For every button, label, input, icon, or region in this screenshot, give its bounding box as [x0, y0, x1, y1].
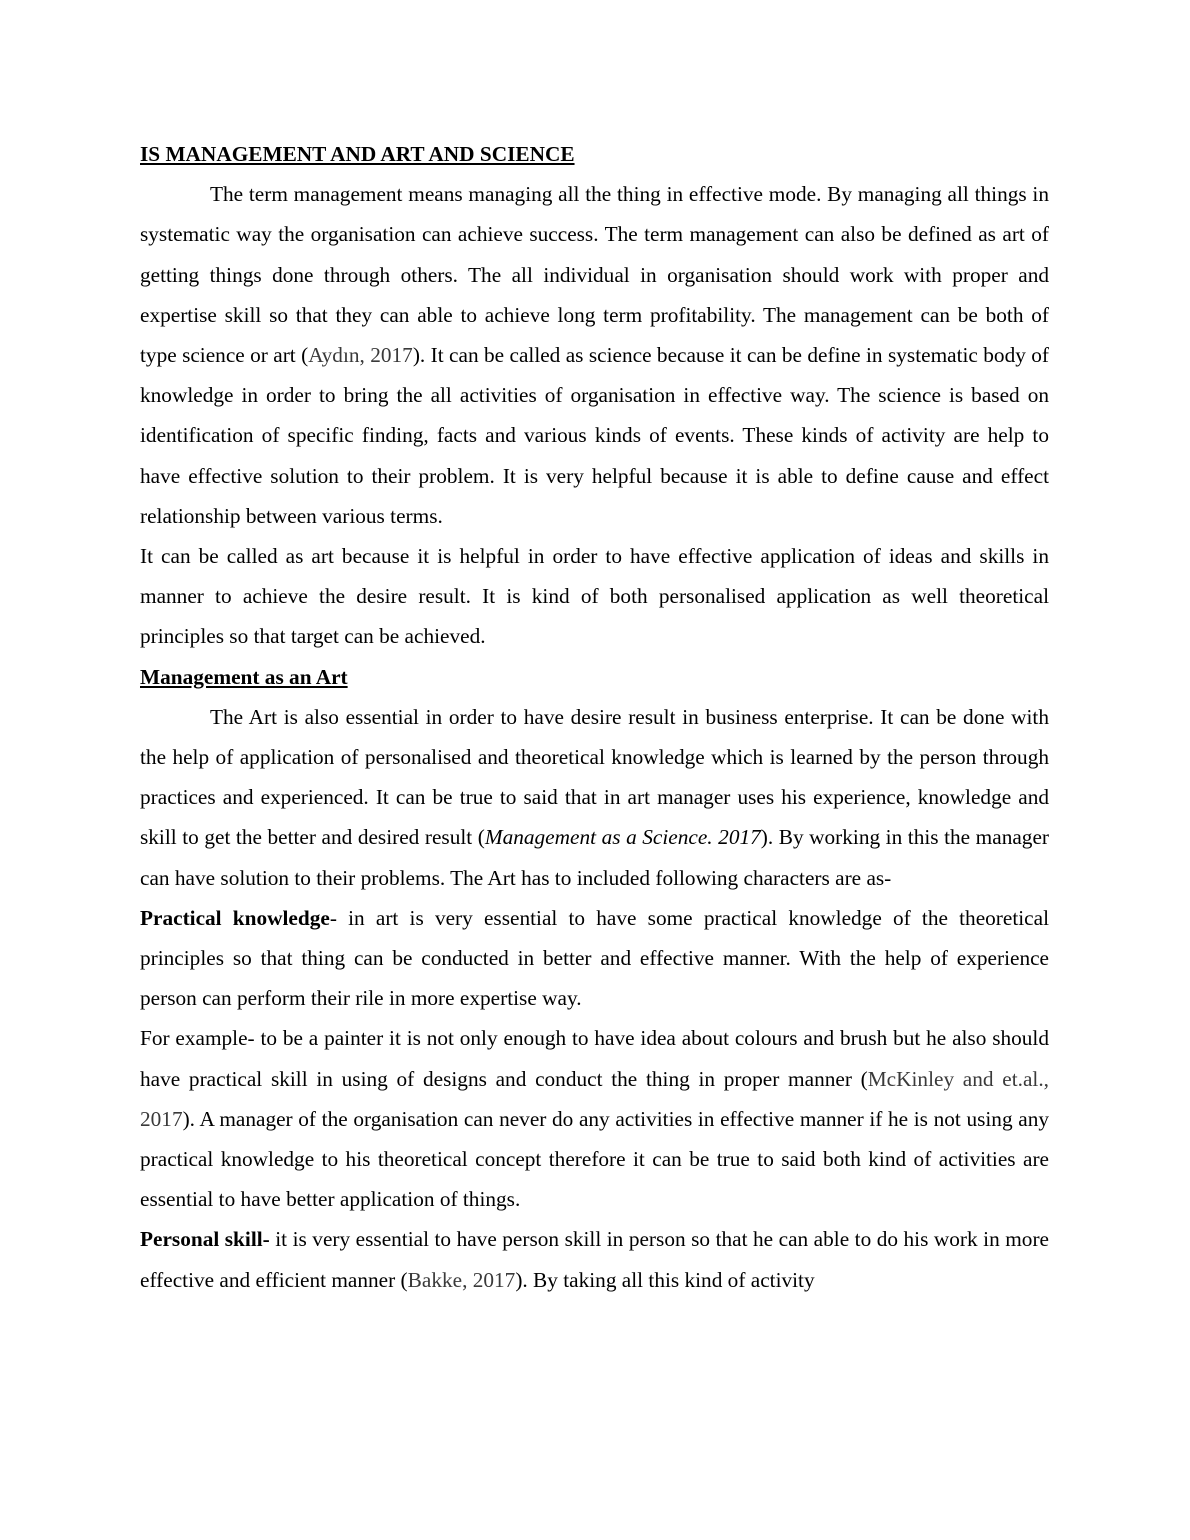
paragraph-practical-knowledge-text: - in art is very essential to have some practical knowledge of the theoretical principles so that thing can be conducted in better and effective manner. With the help of experience person can perform their rile in more expertise way.	[140, 905, 1049, 1011]
paragraph-art-definition: It can be called as art because it is helpful in order to have effective application of ideas and skills in manner to achieve the desire result. It is kind of both personalised application as well theoretical principles so that target can be achieved.	[140, 544, 1049, 649]
citation-bakke: Bakke, 2017	[407, 1267, 516, 1292]
citation-management-science: Management as a Science. 2017	[484, 825, 761, 850]
label-practical-knowledge: Practical knowledge	[140, 905, 330, 930]
paragraph-intro-text-a: The term management means managing all the thing in effective mode. By managing all things in systematic way the organisation can achieve success. The term management can also be defined as art of getting things done through others. The all individual in organisation should work with proper and expertise skill so that they can able to achieve long term profitability. The management can be both of type science or art (	[140, 182, 1049, 368]
citation-aydin: Aydın, 2017	[308, 343, 413, 368]
paragraph-personal-skill-text-b: ). By taking all this kind of activity	[515, 1267, 815, 1292]
paragraph-intro-text-b: ). It can be called as science because it can be define in systematic body of knowledge in order to bring the all activities of organisation in effective way. The science is based on identification of specific finding, facts and various kinds of events. These kinds of activity are help to have effective solution to their problem. It is very helpful because it is able to define cause and effect relationship between various terms.	[140, 343, 1049, 528]
citation-mckinley: McKinley and et.al., 2017	[140, 1066, 1049, 1131]
paragraph-personal-skill-text-a: it is very essential to have person skill in person so that he can able to do his work in more effective and efficient manner (	[140, 1227, 1050, 1292]
paragraph-practical-knowledge	[140, 898, 1049, 1019]
paragraph-intro	[140, 174, 1049, 536]
document-body	[140, 134, 1049, 1300]
label-personal-skill: Personal skill-	[140, 1227, 270, 1252]
paragraph-painter-example-text-a: For example- to be a painter it is not only enough to have idea about colours and brush but he also should have practical skill in using of designs and conduct the thing in proper manner (	[140, 1026, 1049, 1091]
paragraph-art-essential-text-b: ). By working in this the manager can have solution to their problems. The Art has to included following characters are as-	[140, 825, 1049, 890]
paragraph-art-essential-text-a: The Art is also essential in order to have desire result in business enterprise. It can be done with the help of application of personalised and theoretical knowledge which is learned by the person through practices and experienced. It can be true to said that in art manager uses his experience, knowledge and skill to get the better and desired result (	[140, 704, 1049, 850]
paragraph-art-essential	[140, 697, 1049, 898]
paragraph-painter-example	[140, 1018, 1049, 1219]
paragraph-painter-example-text-b: ). A manager of the organisation can never do any activities in effective manner if he is not using any practical knowledge to his theoretical concept therefore it can be true to said both kind of activities are essential to have better application of things.	[140, 1106, 1049, 1212]
paragraph-personal-skill	[140, 1219, 1049, 1299]
section-heading-management-art: Management as an Art	[140, 664, 348, 689]
document-title: IS MANAGEMENT AND ART AND SCIENCE	[140, 142, 575, 166]
